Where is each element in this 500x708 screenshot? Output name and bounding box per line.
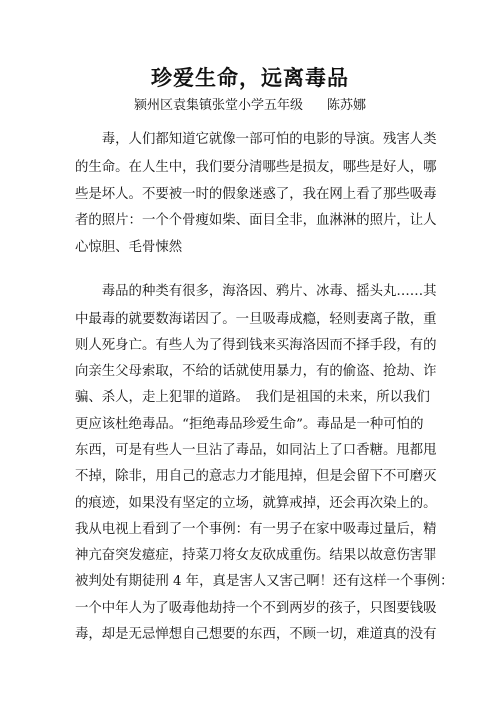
document-title: 珍爱生命，远离毒品 <box>151 65 349 90</box>
byline-author: 陈苏娜 <box>327 98 367 113</box>
text-line: 东西，可是有些人一旦沾了毒品，如同沾上了口香糖。甩都甩 <box>75 443 437 458</box>
text-line: 一个中年人为了吸毒他劫持一个不到两岁的孩子，只图要钱吸 <box>75 601 437 616</box>
text-line: 更应该杜绝毒品。“拒绝毒品珍爱生命”。毒品是一种可怕的 <box>75 417 424 432</box>
text-line: 心惊胆、毛骨悚然 <box>75 240 183 255</box>
text-line: 则人死身亡。有些人为了得到钱来买海洛因而不择手段，有的 <box>75 338 437 353</box>
text-line: 中最毒的就要数海诺因了。一旦吸毒成瘾，轻则妻离子散，重 <box>75 312 437 327</box>
text-line: 者的照片：一个个骨瘦如柴、面目全非，血淋淋的照片，让人 <box>75 213 437 228</box>
text-line: 毒品的种类有很多，海洛因、鸦片、冰毒、摇头丸……其 <box>75 284 437 299</box>
text-line: 神亢奋突发癔症，持菜刀将女友砍成重伤。结果以故意伤害罪 <box>75 548 437 563</box>
text-line: 向亲生父母索取，不给的话就使用暴力，有的偷盗、抢劫、诈 <box>75 364 437 379</box>
byline-school: 颍州区袁集镇张堂小学五年级 <box>133 98 303 113</box>
text-line: 骗、杀人，走上犯罪的道路。 我们是祖国的未来，所以我们 <box>75 390 430 405</box>
text-line: 毒，却是无忌惮想自己想要的东西，不顾一切，难道真的没有 <box>75 627 437 642</box>
text-line: 毒，人们都知道它就像一部可怕的电影的导演。残害人类 <box>75 132 437 147</box>
text-line: 被判处有期徒刑 4 年，真是害人又害己啊！还有这样一个事例： <box>75 574 454 589</box>
text-line: 的痕迹，如果没有坚定的立场，就算戒掉，还会再次染上的。 <box>75 496 437 511</box>
text-line: 些是坏人。不要被一时的假象迷惑了，我在网上看了那些吸毒 <box>75 187 437 202</box>
document-byline <box>0 94 500 113</box>
text-line: 不掉，除非，用自己的意志力才能甩掉，但是会留下不可磨灭 <box>75 469 437 484</box>
text-line: 我从电视上看到了一个事例：有一男子在家中吸毒过量后，精 <box>75 522 437 537</box>
text-line: 的生命。在人生中，我们要分清哪些是损友，哪些是好人，哪 <box>75 160 437 175</box>
